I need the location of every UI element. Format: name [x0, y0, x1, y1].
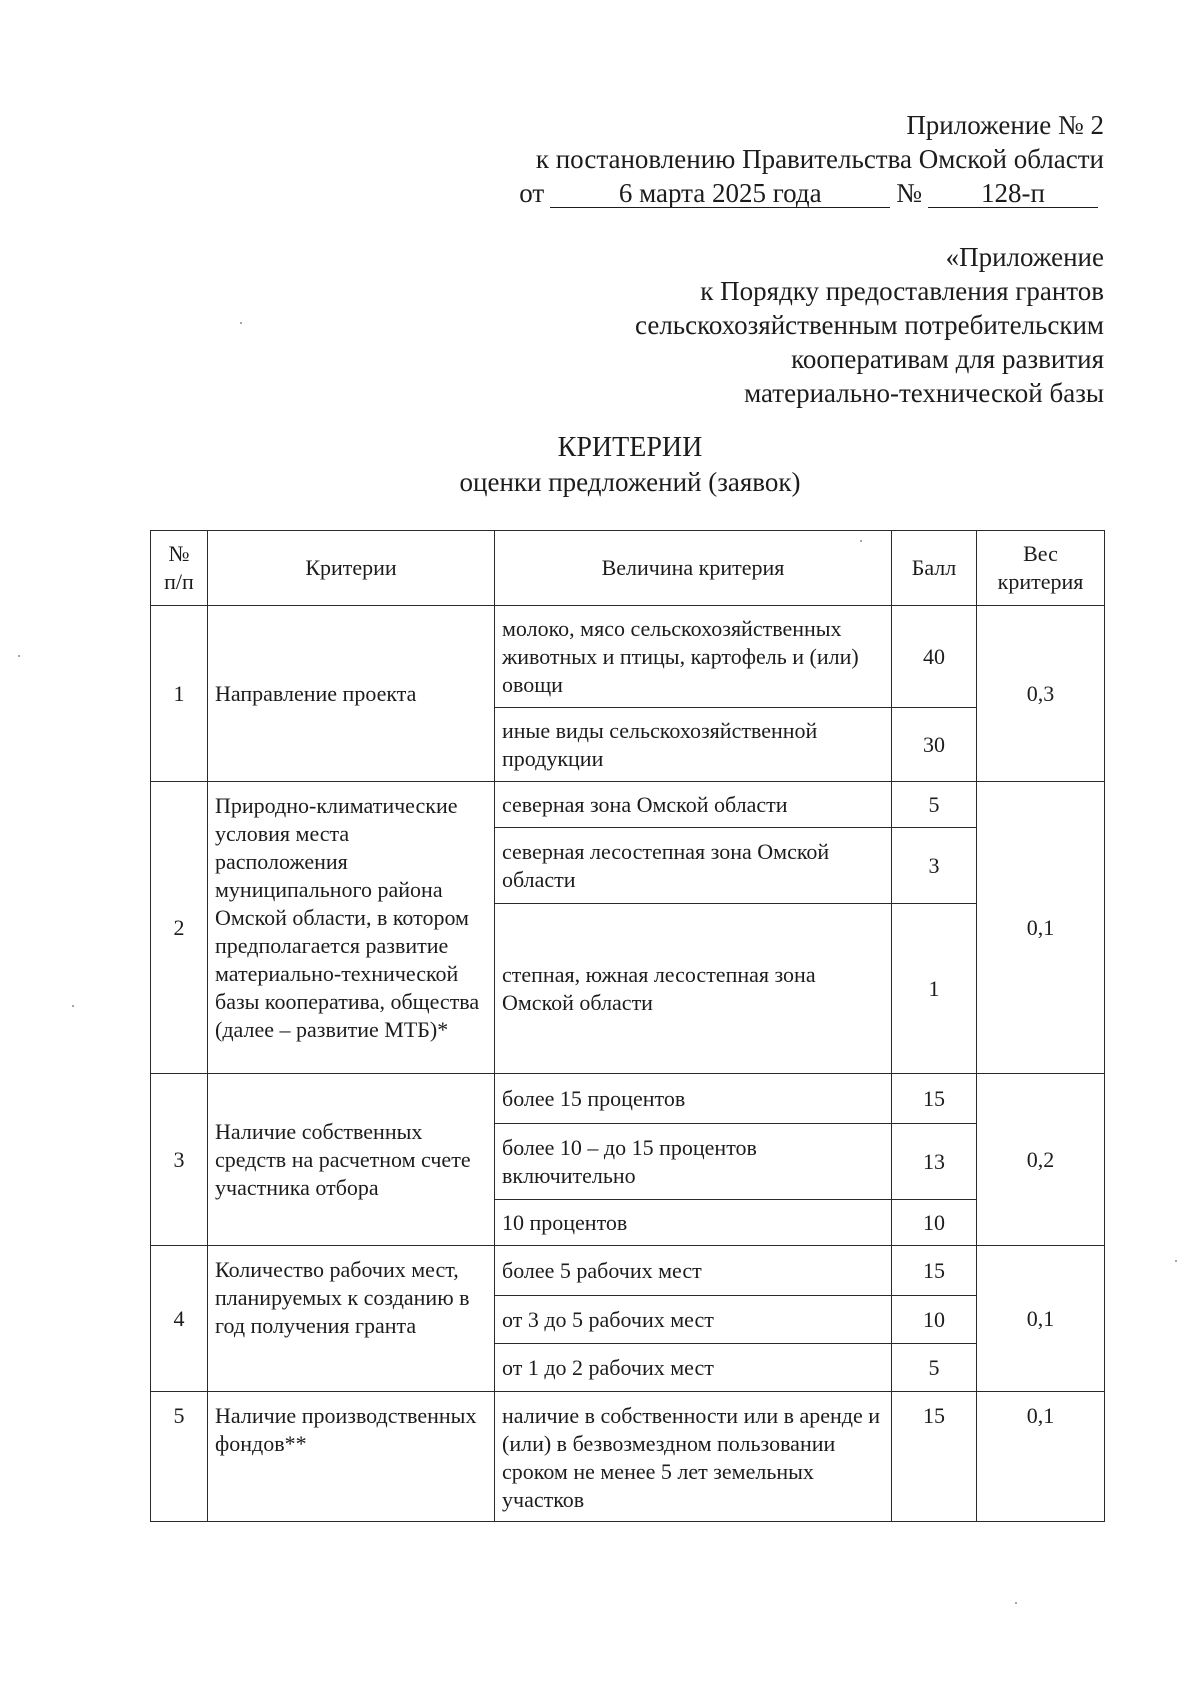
table-row	[151, 1246, 1105, 1296]
scan-speck	[1015, 1602, 1017, 1604]
header-value: Величина критерия	[495, 531, 892, 606]
criterion-score: 3	[892, 828, 977, 904]
criterion-value: от 1 до 2 рабочих мест	[495, 1344, 892, 1392]
scan-speck	[1175, 1260, 1177, 1262]
document-title	[0, 430, 1200, 500]
criterion-value: 10 процентов	[495, 1200, 892, 1246]
row-number: 4	[151, 1246, 208, 1392]
appendix-reference	[635, 240, 1104, 410]
row-number: 1	[151, 606, 208, 782]
criterion-score: 15	[892, 1246, 977, 1296]
criterion-weight: 0,2	[977, 1074, 1105, 1246]
criteria-table	[150, 530, 1105, 1522]
row-number: 2	[151, 782, 208, 1074]
appendix-number: Приложение № 2	[906, 110, 1104, 140]
row-number: 5	[151, 1392, 208, 1522]
header-weight-line: критерия	[997, 569, 1084, 594]
header-weight-line: Вес	[1023, 541, 1058, 566]
criterion-name: Наличие собственных средств на расчетном счете участника отбора	[208, 1074, 495, 1246]
criterion-weight: 0,3	[977, 606, 1105, 782]
scan-speck	[240, 322, 242, 324]
table-row	[151, 606, 1105, 708]
criterion-name: Наличие производственных фондов**	[208, 1392, 495, 1522]
header-criteria: Критерии	[208, 531, 495, 606]
criterion-value: от 3 до 5 рабочих мест	[495, 1296, 892, 1344]
header-score: Балл	[892, 531, 977, 606]
resolution-date: 6 марта 2025 года	[550, 179, 890, 208]
resolution-number: 128-п	[928, 179, 1098, 208]
criterion-weight: 0,1	[977, 782, 1105, 1074]
criterion-score: 30	[892, 708, 977, 782]
appendix-line: к Порядку предоставления грантов	[700, 276, 1104, 306]
criterion-value: более 10 – до 15 процентов включительно	[495, 1124, 892, 1200]
resolution-header	[519, 108, 1104, 210]
criterion-value: степная, южная лесостепная зона Омской области	[495, 904, 892, 1074]
criterion-value: более 5 рабочих мест	[495, 1246, 892, 1296]
number-label: №	[896, 178, 922, 208]
criterion-score: 13	[892, 1124, 977, 1200]
criterion-name: Количество рабочих мест, планируемых к созданию в год получения гранта	[208, 1246, 495, 1392]
header-num-line: п/п	[164, 569, 194, 594]
criterion-name: Природно-климатические условия места расположения муниципального района Омской области, в котором предполагается развитие материально-технической базы кооператива, общества (далее – развитие МТБ)*	[208, 782, 495, 1074]
criterion-value: наличие в собственности или в аренде и (или) в безвозмездном пользовании сроком не менее 5 лет земельных участков	[495, 1392, 892, 1522]
header-num-line: №	[168, 541, 190, 566]
table-row	[151, 782, 1105, 828]
criterion-weight: 0,1	[977, 1392, 1105, 1522]
criterion-value: северная лесостепная зона Омской области	[495, 828, 892, 904]
criterion-score: 40	[892, 606, 977, 708]
criterion-score: 5	[892, 782, 977, 828]
title-sub: оценки предложений (заявок)	[459, 467, 801, 497]
header-num	[151, 531, 208, 606]
appendix-line: «Приложение	[945, 242, 1104, 272]
from-label: от	[519, 178, 545, 208]
criterion-value: иные виды сельскохозяйственной продукции	[495, 708, 892, 782]
criterion-value: молоко, мясо сельскохозяйственных животных и птицы, картофель и (или) овощи	[495, 606, 892, 708]
appendix-line: кооперативам для развития	[791, 344, 1104, 374]
criterion-weight: 0,1	[977, 1246, 1105, 1392]
criterion-score: 5	[892, 1344, 977, 1392]
criterion-score: 15	[892, 1392, 977, 1522]
criterion-value: более 15 процентов	[495, 1074, 892, 1124]
criterion-name: Направление проекта	[208, 606, 495, 782]
criterion-score: 1	[892, 904, 977, 1074]
header-weight	[977, 531, 1105, 606]
scan-speck	[72, 1005, 74, 1007]
table-row	[151, 1392, 1105, 1522]
appendix-line: сельскохозяйственным потребительским	[635, 310, 1104, 340]
scan-speck	[18, 655, 20, 657]
criterion-score: 15	[892, 1074, 977, 1124]
resolution-reference: к постановлению Правительства Омской области	[535, 144, 1104, 174]
table-row	[151, 1074, 1105, 1124]
appendix-line: материально-технической базы	[744, 378, 1104, 408]
title-main: КРИТЕРИИ	[557, 432, 703, 463]
criterion-value: северная зона Омской области	[495, 782, 892, 828]
criterion-score: 10	[892, 1296, 977, 1344]
row-number: 3	[151, 1074, 208, 1246]
date-number-line	[519, 176, 1104, 210]
scan-speck	[860, 540, 862, 542]
table-header-row	[151, 531, 1105, 606]
criterion-score: 10	[892, 1200, 977, 1246]
